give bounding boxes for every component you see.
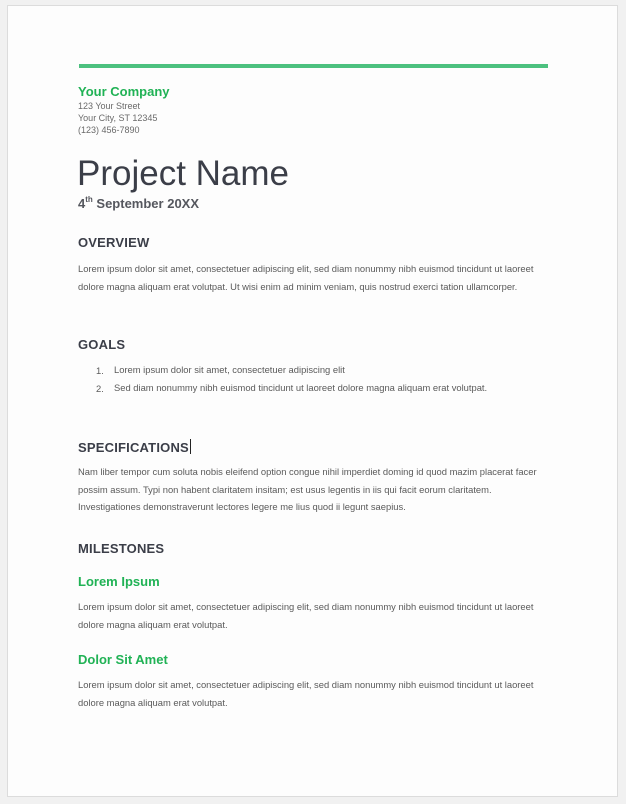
project-date: [78, 195, 199, 211]
goal-item: Sed diam nonummy nibh euismod tincidunt ut laoreet dolore magna aliquam erat volutpat.: [114, 382, 488, 393]
text-cursor: [190, 439, 191, 454]
specifications-body: Nam liber tempor cum soluta nobis eleifend option congue nihil imperdiet doming id quod mazim placerat facer possim assum. Typi non habent claritatem insitam; est usus legentis in iis qui facit eorum claritatem. Investigationes demonstraverunt lectores legere me lius quod ii legunt saepius.: [78, 466, 537, 512]
goals-heading: GOALS: [78, 337, 126, 352]
overview-body: Lorem ipsum dolor sit amet, consectetuer adipiscing elit, sed diam nonummy nibh euismod tincidunt ut laoreet dolore magna aliquam erat volutpat. Ut wisi enim ad minim veniam, quis nostrud exerci tation ullamcorper.: [78, 263, 534, 292]
project-title: Project Name: [77, 154, 290, 193]
overview-heading: OVERVIEW: [78, 235, 150, 250]
company-city: Your City, ST 12345: [78, 113, 158, 123]
milestones-heading: MILESTONES: [78, 541, 165, 556]
document-page[interactable]: [7, 5, 618, 797]
date-day: 4: [78, 196, 86, 211]
specifications-heading-text: SPECIFICATIONS: [78, 440, 189, 455]
company-name: Your Company: [78, 84, 170, 99]
milestone-body: Lorem ipsum dolor sit amet, consectetuer adipiscing elit, sed diam nonummy nibh euismod tincidunt ut laoreet dolore magna aliquam erat volutpat.: [78, 679, 534, 708]
company-street: 123 Your Street: [78, 101, 141, 111]
accent-rule: [79, 64, 548, 68]
milestone-title: Lorem Ipsum: [78, 574, 160, 589]
date-suffix: th: [85, 195, 93, 204]
specifications-heading[interactable]: [78, 439, 191, 455]
goal-number: 1.: [96, 365, 104, 376]
company-phone: (123) 456-7890: [78, 125, 140, 135]
milestone-title: Dolor Sit Amet: [78, 652, 168, 667]
goal-item: Lorem ipsum dolor sit amet, consectetuer adipiscing elit: [114, 364, 345, 375]
date-rest: September 20XX: [92, 196, 200, 211]
milestone-body: Lorem ipsum dolor sit amet, consectetuer adipiscing elit, sed diam nonummy nibh euismod tincidunt ut laoreet dolore magna aliquam erat volutpat.: [78, 601, 534, 630]
goal-number: 2.: [96, 383, 104, 394]
